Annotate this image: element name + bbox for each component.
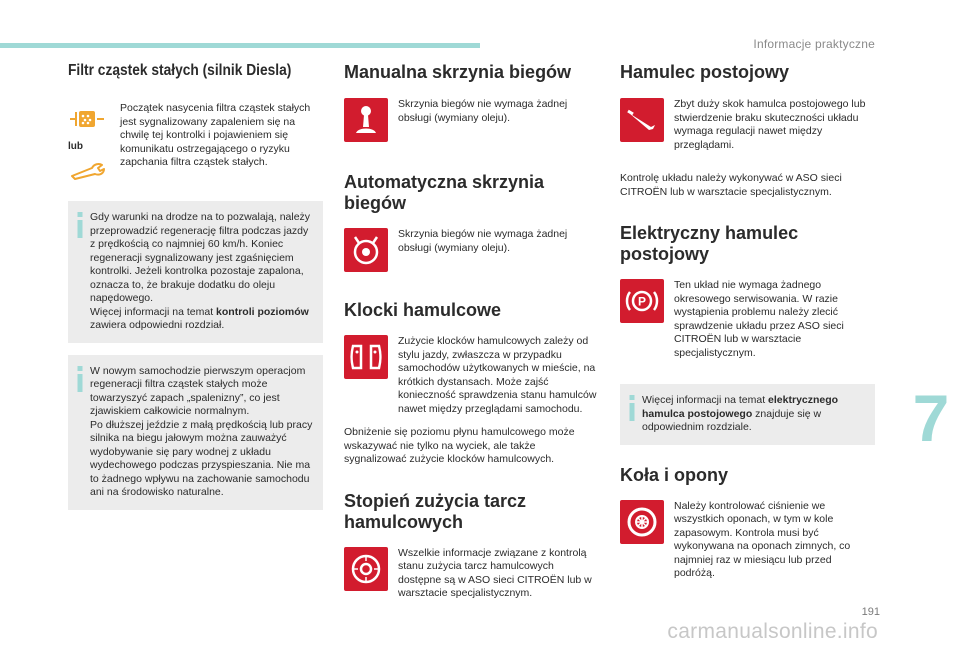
note3-suffix: znajduje się w odpowiednim rozdziale. bbox=[642, 407, 822, 433]
note3-prefix: Więcej informacji na temat bbox=[642, 394, 769, 406]
note1-link-text: kontroli poziomów bbox=[216, 305, 309, 318]
automatic-gearbox-icon bbox=[344, 228, 388, 272]
brake-discs-text: Wszelkie informacje związane z kontrolą stanu zużycia tarcz hamulcowych dostępne są w ASO sieci CITROËN lub w warsztacie specjalistycznym. bbox=[398, 546, 592, 599]
note3-text bbox=[642, 394, 865, 435]
service-wrench-icon bbox=[68, 160, 108, 180]
dpf-intro-block bbox=[68, 102, 323, 185]
parking-brake-service-text: Kontrolę układu należy wykonywać w ASO sieci CITROËN lub w warsztacie specjalistycznym. bbox=[620, 172, 842, 198]
dpf-icons bbox=[68, 102, 112, 185]
tyre-icon bbox=[620, 500, 664, 544]
electric-parking-brake-heading: Elektryczny hamulec postojowy bbox=[620, 223, 799, 264]
wheels-tyres-block bbox=[620, 500, 875, 581]
gear-lever-icon bbox=[344, 98, 388, 142]
automatic-gearbox-heading: Automatyczna skrzynia biegów bbox=[344, 172, 545, 213]
brake-discs-heading: Stopień zużycia tarcz hamulcowych bbox=[344, 490, 527, 532]
section-title: Informacje praktyczne bbox=[753, 37, 875, 51]
note1-text-a: Gdy warunki na drodze na to pozwalają, należy przeprowadzić regenerację filtra podczas jazdy z prędkością co najmniej 60 km/h. Koniec regeneracji sygnalizowany jest zgaśnięciem kontrolki. Jeżeli kontrolka pozostaje zapalona, oznacza to, że brakuje dodatku do oleju napędowego. bbox=[90, 211, 311, 304]
automatic-gearbox-text: Skrzynia biegów nie wymaga żadnej obsługi (wymiany oleju). bbox=[398, 228, 568, 254]
electric-parking-brake-block bbox=[620, 279, 875, 360]
note1-prefix: Więcej informacji na temat bbox=[90, 305, 217, 318]
dpf-intro-text: Początek nasycenia filtra cząstek stałych jest sygnalizowany zapaleniem się na chwilę tej kontrolki i pojawieniem się komunikatu ostrzegającego o ryzyku zapchania filtra cząstek stałych. bbox=[120, 102, 311, 168]
parking-brake-heading: Hamulec postojowy bbox=[620, 62, 790, 82]
brake-fluid-text: Obniżenie się poziomu płynu hamulcowego może wskazywać nie tylko na wyciek, ale także sygnalizować zużycie klocków hamulcowych. bbox=[344, 426, 575, 465]
page-number: 191 bbox=[861, 606, 880, 618]
electric-parking-brake-note bbox=[620, 384, 875, 445]
info-icon bbox=[76, 212, 84, 238]
dpf-new-car-note bbox=[68, 355, 323, 510]
note3-link-text: elektrycznego hamulca postojowego bbox=[642, 394, 839, 420]
brake-pads-heading: Klocki hamulcowe bbox=[344, 300, 502, 320]
note1-text-b bbox=[90, 306, 313, 333]
manual-gearbox-block bbox=[344, 98, 599, 142]
svg-text:P: P bbox=[637, 294, 647, 309]
dpf-warning-icon bbox=[68, 108, 106, 130]
dpf-heading: Filtr cząstek stałych (silnik Diesla) bbox=[68, 62, 292, 79]
manual-gearbox-text: Skrzynia biegów nie wymaga żadnej obsługi (wymiany oleju). bbox=[398, 98, 568, 124]
column-transmission-brakes bbox=[344, 62, 599, 601]
wheels-tyres-heading: Koła i opony bbox=[620, 464, 728, 485]
info-icon bbox=[628, 395, 636, 421]
parking-brake-block bbox=[620, 98, 875, 152]
header-accent-bar bbox=[0, 43, 480, 48]
wheels-tyres-text: Należy kontrolować ciśnienie we wszystkich oponach, w tym w kole zapasowym. Kontrola musi być wykonywana na oponach zimnych, co najmniej raz w miesiącu lub przed podróżą. bbox=[674, 499, 851, 579]
brake-pads-block bbox=[344, 335, 599, 416]
parking-brake-lever-icon bbox=[620, 98, 664, 142]
column-parking-wheels bbox=[620, 62, 875, 581]
note2-text-a: W nowym samochodzie pierwszym operacjom regeneracji filtra cząstek stałych może towarzyszyć zapach „spalenizny”, co jest zjawiskiem całkowicie normalnym. bbox=[90, 364, 306, 417]
brake-discs-block bbox=[344, 547, 599, 601]
electric-parking-brake-icon bbox=[620, 279, 664, 323]
brake-pads-icon bbox=[344, 335, 388, 379]
or-label: lub bbox=[68, 141, 83, 152]
watermark: carmanualsonline.info bbox=[667, 620, 878, 643]
column-dpf bbox=[68, 62, 323, 510]
brake-disc-icon bbox=[344, 547, 388, 591]
manual-gearbox-heading: Manualna skrzynia biegów bbox=[344, 62, 572, 82]
parking-brake-text: Zbyt duży skok hamulca postojowego lub stwierdzenie braku skuteczności układu wymaga regulacji nawet między przeglądami. bbox=[674, 98, 866, 151]
note2-text-b: Po dłuższej jeździe z małą prędkością lub pracy silnika na biegu jałowym można zauważyć wydobywanie się pary wodnej z układu wydechowego podczas przyspieszania. Nie ma to żadnego wpływu na zachowanie samochodu ani na środowisko naturalne. bbox=[90, 418, 313, 498]
info-icon bbox=[76, 366, 84, 392]
note1-suffix: zawiera odpowiedni rozdział. bbox=[90, 319, 225, 331]
electric-parking-brake-text: Ten układ nie wymaga żadnego okresowego serwisowania. W razie wystąpienia problemu należy zlecić sprawdzenie układu przez ASO sieci CITROËN lub w warsztacie specjalistycznym. bbox=[674, 279, 844, 359]
brake-pads-text: Zużycie klocków hamulcowych zależy od stylu jazdy, zwłaszcza w przypadku samochodów użytkowanych w mieście, na krótkich dystansach. Może zajść konieczność sprawdzenia stanu hamulców nawet między przeglądami samochodu. bbox=[398, 335, 597, 415]
chapter-tab: 7 bbox=[912, 381, 950, 455]
automatic-gearbox-block bbox=[344, 228, 599, 272]
dpf-regeneration-note bbox=[68, 201, 323, 343]
